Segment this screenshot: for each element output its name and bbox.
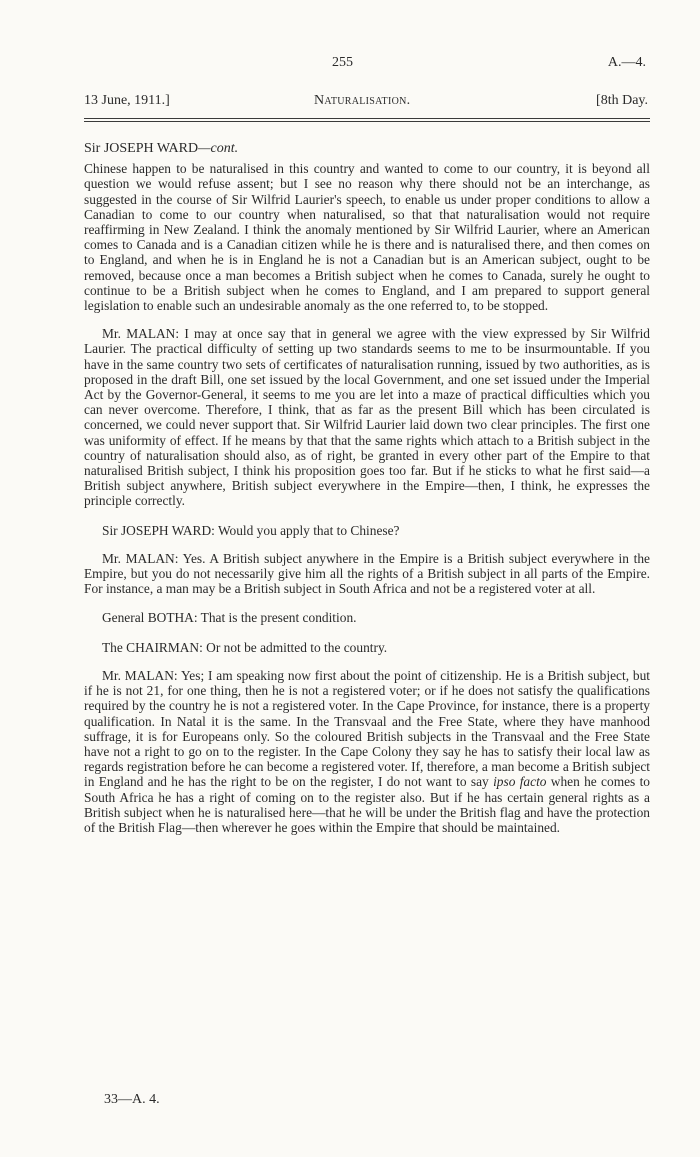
malan-3-part-1: Mr. MALAN: Yes; I am speaking now first about the point of citizenship. He is a British subject, but if he is not 21, for one thing, then he is not a registered voter; or if he does not satisfy the qualifications required by the country he is not a registered voter. In the Cape Province, for instance, there is a property qualification. In Natal it is the same. In the Transvaal and the Free State, where they have manhood suffrage, it is for Europeans only. So the coloured British subjects in the Transvaal and the Free State have not a right to go on to the register. In the Cape Colony they say he has to satisfy their local law as regards registration before he can become a registered voter. If, therefore, a man become a British subject in England and he has the right to be on the register, I do not want to say (84, 667, 650, 790)
malan-3-ipso-facto: ipso facto (493, 774, 547, 790)
header-date: 13 June, 1911.] (84, 93, 170, 108)
page-number: 255 (332, 55, 353, 70)
sheet-reference: A.—4. (607, 55, 646, 70)
paragraph-ward-question: Sir JOSEPH WARD: Would you apply that to Chinese? (102, 522, 400, 538)
page-signature: 33—A. 4. (104, 1092, 160, 1107)
paragraph-botha: General BOTHA: That is the present condition. (102, 610, 357, 626)
malan-3-part-2: when he comes to South Africa he has a right of coming on to the register also. But if he has certain general rights as a British subject when he is naturalised here—that he will be under the British flag and have the protection of the British Flag—then wherever he goes within the Empire that should be maintained. (84, 774, 650, 835)
speaker-cont: —cont. (198, 141, 239, 156)
paragraph-ward-continued: Chinese happen to be naturalised in this country and wanted to come to our country, it is beyond all question we would refuse assent; but I see no reason why there should not be an interchange, as suggested in the course of Sir Wilfrid Laurier's speech, to enable us under proper conditions to allow a Canadian to come to our country when naturalised, so that that naturalisation would not require reaffirming in New Zealand. I think the anomaly mentioned by Sir Wilfrid Laurier, where an American comes to Canada and is a Canadian citizen while he is there and is naturalised there, and then comes on to England, and when he is in England he is not a Canadian but is an American subject, ought to be removed, because once a man becomes a British subject when he comes to Canada, surely he ought to continue to be a British subject when he comes to England, and I am prepared to support general legislation to enable such an undesirable anomaly as the one referred to, to be stopped. (84, 161, 650, 314)
speaker-name: Sir JOSEPH WARD (84, 141, 199, 156)
document-body (84, 141, 650, 835)
header-title: Naturalisation. (314, 93, 411, 108)
top-line (84, 56, 650, 70)
running-header (84, 93, 650, 109)
continued-speaker-heading (84, 141, 650, 156)
paragraph-malan-3 (84, 668, 650, 835)
header-day: [8th Day. (596, 93, 648, 108)
header-rule-bottom (84, 121, 650, 122)
paragraph-malan-2: Mr. MALAN: Yes. A British subject anywhere in the Empire is a British subject everywhere in the Empire, but you do not necessarily give him all the rights of a British subject in all parts of the Empire. For instance, a man may be a British subject in South Africa and not be a registered voter at all. (84, 550, 650, 597)
paragraph-malan-1: Mr. MALAN: I may at once say that in general we agree with the view expressed by Sir Wilfrid Laurier. The practical difficulty of setting up two standards seems to me to be insurmountable. If you have in the same country two sets of certificates of naturalisation running, issued by two authorities, as is proposed in the draft Bill, one set issued by the local Government, and one set issued under the Imperial Act by the Governor-General, it seems to me you are let into a maze of practical difficulties which you can never overcome. Therefore, I think, that as far as the present Bill which has been circulated is concerned, we could never support that. Sir Wilfrid Laurier laid down two clear principles. The first one was uniformity of effect. If he means by that that the same rights which attach to a British subject in the country of naturalisation should also, as of right, be granted in every other part of the Empire to that naturalised British subject, I think his proposition goes too far. But if he sticks to what he first said—a British subject anywhere, British subject everywhere in the Empire—then, I think, he expresses the principle correctly. (84, 326, 650, 509)
paragraph-chairman: The CHAIRMAN: Or not be admitted to the country. (102, 639, 388, 655)
header-rule-top (84, 118, 650, 119)
